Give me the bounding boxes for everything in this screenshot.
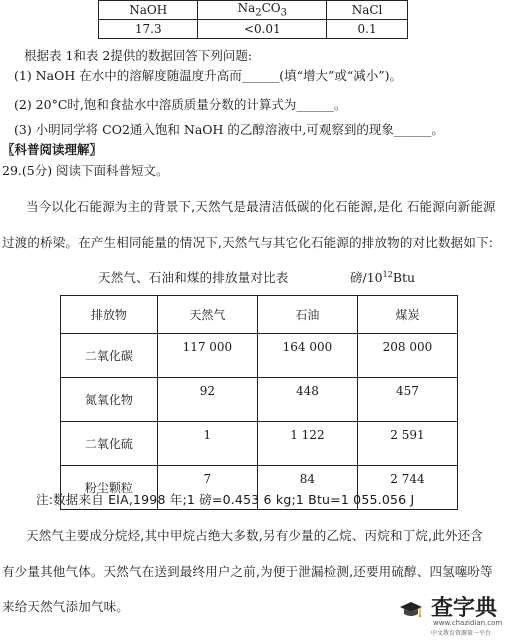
- table-header-cell: 排放物: [61, 296, 158, 334]
- table-row: [99, 20, 408, 39]
- table-cell: 457: [357, 378, 457, 422]
- table-cell: 1 122: [257, 422, 357, 466]
- logo-tagline: 中文教育资源第一平台: [431, 630, 492, 637]
- table-row: [61, 378, 458, 422]
- table-cell: 92: [157, 378, 257, 422]
- table-cell: 7: [157, 466, 257, 510]
- table-cell: 17.3: [99, 20, 198, 39]
- graduation-cap-icon: [399, 599, 423, 623]
- emission-table-unit: 磅$/10^{12}Btu$: [350, 269, 416, 285]
- section-title: 〖科普阅读理解〗: [2, 142, 103, 157]
- table-cell: 117 000: [157, 334, 257, 378]
- question-1: (1) NaOH 在水中的溶解度随温度升高而______(填“增大”或“减小”)。: [14, 68, 403, 83]
- table-cell: 氮氧化物: [61, 378, 158, 422]
- table-cell: 2 744: [357, 466, 457, 510]
- question-29-title: 29.(5分) 阅读下面科普短文。: [2, 163, 169, 178]
- table-cell: <0.01: [198, 20, 327, 39]
- table-row: [61, 334, 458, 378]
- table-cell: 208 000: [357, 334, 457, 378]
- questions-intro: 根据表 1和表 2提供的数据回答下列问题:: [24, 48, 253, 63]
- table-header-cell: $Na_2CO_3$: [198, 1, 327, 20]
- table-header-cell: 石油: [257, 296, 357, 334]
- paragraph-2-line-1: 天然气主要成分烷烃,其中甲烷占绝大多数,另有少量的乙烷、丙烷和丁烷,此外还含: [26, 528, 484, 543]
- site-logo: [393, 589, 505, 637]
- table-cell: 164 000: [257, 334, 357, 378]
- table-cell: 二氧化硫: [61, 422, 158, 466]
- emission-table-title: 天然气、石油和煤的排放量对比表: [98, 270, 289, 285]
- emission-table: [60, 295, 458, 510]
- table-row: [61, 422, 458, 466]
- question-2: (2) 20°C时,饱和食盐水中溶质质量分数的计算式为______。: [14, 97, 347, 112]
- table-header-cell: NaCl: [327, 1, 408, 20]
- table-cell: 0.1: [327, 20, 408, 39]
- logo-url: www.chazidian.com: [433, 619, 503, 627]
- table-cell: 粉尘颗粒: [61, 466, 158, 510]
- logo-name: 查字典: [431, 596, 498, 621]
- table-row: [61, 296, 458, 334]
- paragraph-2-line-2: 有少量其他气体。天然气在送到最终用户之前,为便于泄漏检测,还要用硫醇、四氢噻吩等: [2, 564, 493, 579]
- solubility-table: [98, 0, 408, 39]
- paragraph-1-line-2: 过渡的桥梁。在产生相同能量的情况下,天然气与其它化石能源的排放物的对比数据如下:: [2, 235, 494, 250]
- table-header-cell: NaOH: [99, 1, 198, 20]
- question-3: (3) 小明同学将 CO2通入饱和 NaOH 的乙醇溶液中,可观察到的现象______。: [14, 122, 444, 137]
- table-header-cell: 煤炭: [357, 296, 457, 334]
- table-row: [99, 1, 408, 20]
- table-cell: 2 591: [357, 422, 457, 466]
- paragraph-2-line-3: 来给天然气添加气味。: [2, 599, 130, 614]
- table-cell: 84: [257, 466, 357, 510]
- table-note: 注:数据来自 EIA,1998 年;1 磅=0.453 6 kg;1 Btu=1 055.056 J: [36, 492, 415, 507]
- table-cell: 1: [157, 422, 257, 466]
- table-header-cell: 天然气: [157, 296, 257, 334]
- table-cell: 二氧化碳: [61, 334, 158, 378]
- paragraph-1-line-1: 当今以化石能源为主的背景下,天然气是最清洁低碳的化石能源,是化 石能源向新能源: [26, 199, 496, 214]
- table-cell: 448: [257, 378, 357, 422]
